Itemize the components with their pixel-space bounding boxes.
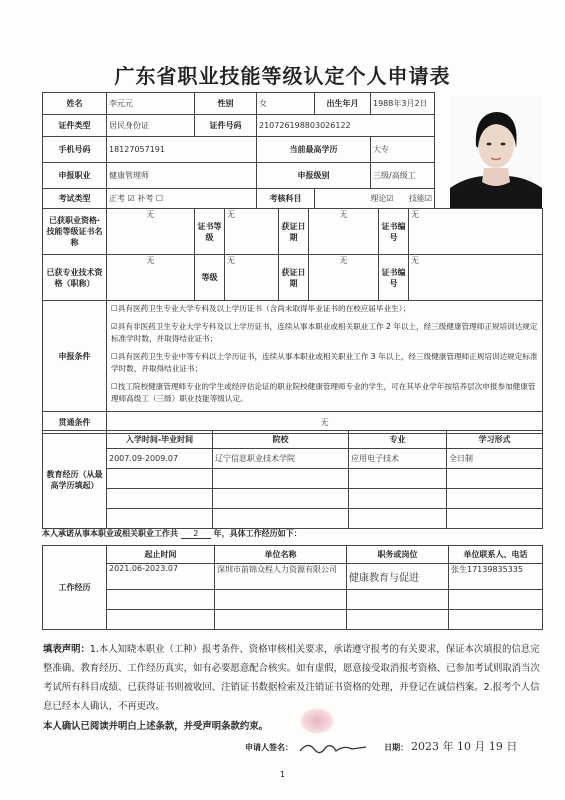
table-row (43, 489, 543, 509)
cert-prof-no[interactable]: 无 (409, 255, 543, 301)
edu-header-mode: 学习形式 (447, 431, 543, 449)
table-row (43, 590, 543, 610)
label-conditions: 申报条件 (43, 301, 107, 412)
id-no-value[interactable]: 210726198803026122 (257, 115, 435, 137)
cert-skill-date[interactable]: 无 (309, 209, 379, 255)
cert-prof-level[interactable]: 无 (225, 255, 279, 301)
work-header-position: 职务或岗位 (347, 546, 449, 564)
label-level: 申报级别 (257, 163, 371, 189)
through-value[interactable]: 无 (107, 412, 543, 434)
work-intro-post: 年，具体工作经历如下： (213, 529, 302, 538)
label-work: 工作经历 (43, 546, 107, 630)
birth-value[interactable]: 1988年3月2日 (371, 93, 435, 115)
edu-mode[interactable]: 全日制 (447, 449, 543, 469)
form-title: 广东省职业技能等级认定个人申请表 (114, 64, 451, 88)
declaration-head: 填表声明： (43, 644, 90, 655)
label-cert-level: 证书等级 (195, 209, 225, 255)
level-value[interactable]: 三级/高级工 (371, 163, 435, 189)
label-gender: 性别 (195, 93, 257, 115)
label-cert-skill: 已获职业资格·技能等级证书名称 (43, 209, 107, 255)
label-get-date-2: 获证日期 (279, 255, 309, 301)
edu-header-period: 入学时间-毕业时间 (107, 431, 213, 449)
label-education: 教育经历（从最高学历填起） (43, 431, 107, 529)
label-cert-prof: 已获专业技术资格（职称） (43, 255, 107, 301)
exam-skill-checkbox[interactable]: ☑ (424, 194, 432, 203)
signature-label: 申请人签名： (245, 743, 293, 752)
work-header-company: 单位名称 (215, 546, 347, 564)
occupation-value[interactable]: 健康管理师 (107, 163, 257, 189)
date-value[interactable]: 2023 年 10 月 19 日 (410, 740, 518, 753)
edu-header-school: 院校 (213, 431, 349, 449)
label-level2: 等级 (195, 255, 225, 301)
label-get-date: 获证日期 (279, 209, 309, 255)
exam-type-options (107, 189, 257, 209)
work-period[interactable]: 2021.06-2023.07 (107, 564, 215, 590)
label-id-no: 证件号码 (195, 115, 257, 137)
label-occupation: 申报职业 (43, 163, 107, 189)
gender-value[interactable]: 女 (257, 93, 315, 115)
table-row (43, 564, 543, 590)
work-intro (42, 528, 542, 539)
phone-value[interactable]: 18127057191 (107, 137, 257, 163)
name-value[interactable]: 李元元 (107, 93, 195, 115)
page-number: 1 (279, 770, 286, 779)
label-through: 贯通条件 (43, 412, 107, 434)
work-years-value[interactable]: 2 (181, 529, 211, 539)
label-id-type: 证件类型 (43, 115, 107, 137)
condition-item-3[interactable]: ☐具有医药卫生专业中等专科以上学历证书，连续从事本职业或相关职业工作 3 年以上，经三级健康管理师正规培训达规定标准学时数，并取得结业证书； (111, 352, 538, 373)
conditions-table (42, 300, 543, 434)
cert-skill-level[interactable]: 无 (225, 209, 279, 255)
table-row (43, 449, 543, 469)
condition-item-1[interactable]: ☐具有医药卫生专业大学专科及以上学历证书（含尚未取得毕业证书的在校应届毕业生）； (111, 304, 411, 313)
edu-header-major: 专业 (349, 431, 447, 449)
exam-theory-checkbox[interactable]: ☑ (386, 194, 394, 203)
label-exam-type: 考试类型 (43, 189, 107, 209)
work-header-period: 起止时间 (107, 546, 215, 564)
work-position[interactable]: 健康教育与促进 (347, 564, 449, 590)
cert-skill-name[interactable]: 无 (107, 209, 195, 255)
table-row (43, 469, 543, 489)
table-row (43, 610, 543, 630)
education-table (42, 430, 543, 529)
cert-prof-name[interactable]: 无 (107, 255, 195, 301)
signature-mark[interactable] (296, 741, 376, 755)
label-name: 姓名 (43, 93, 107, 115)
work-table (42, 545, 543, 630)
label-edu: 当前最高学历 (257, 137, 371, 163)
edu-value[interactable]: 大专 (371, 137, 435, 163)
declaration-confirm: 本人确认已阅读并明白上述条款，并受声明条款约束。 (43, 721, 269, 732)
cert-prof-date[interactable]: 无 (309, 255, 379, 301)
exam-skill-label: 技能 (408, 194, 425, 203)
signature-line (245, 738, 517, 755)
condition-item-4[interactable]: ☐技工院校健康管理师专业的学生或经评估论证的职业院校健康管理师专业的学生，可在其毕业学年按培养层次申报参加健康管理师高级工（三级）职业技能等级认定。 (111, 382, 536, 403)
declaration-text: 1.本人知晓本职业（工种）报考条件、资格审核相关要求，承诺遵守报考的有关要求，保证本次填报的信息完整准确、教育经历、工作经历真实，如有必要愿意配合核实。如有虚假，愿意接受取消报考资格、已参加考试则取消当次考试所有科目成绩、已获得证书则被收回、注销证书数据检索及注销证书资格的处理，并登记在诚信档案。2.报考个人信息已经本人确认，不再更改。 (43, 644, 540, 712)
label-cert-no: 证书编号 (379, 209, 409, 255)
edu-period[interactable]: 2007.09-2009.07 (107, 449, 213, 469)
certificate-table (42, 208, 543, 301)
edu-school[interactable]: 辽宁信息职业技术学院 (213, 449, 349, 469)
exam-regular-checkbox[interactable]: ☑ (127, 194, 135, 203)
label-cert-no-2: 证书编号 (379, 255, 409, 301)
table-row (43, 509, 543, 529)
id-type-value[interactable]: 居民身份证 (107, 115, 195, 137)
declaration (43, 640, 543, 716)
exam-theory-label: 理论 (370, 194, 387, 203)
work-contact[interactable]: 张生17139835335 (449, 564, 543, 590)
cert-skill-no[interactable]: 无 (409, 209, 543, 255)
exam-regular-label: 正考 (109, 194, 125, 203)
fingerprint-mark (300, 708, 334, 734)
work-intro-pre: 本人承诺从事本职业或相关职业工作共 (42, 529, 178, 538)
conditions-list (107, 301, 543, 412)
work-company[interactable]: 深圳市前锦众程人力资源有限公司 (215, 564, 347, 590)
exam-makeup-label: 补考 (137, 194, 154, 203)
label-exam-subject: 考核科目 (257, 189, 315, 209)
label-birth: 出生年月 (315, 93, 371, 115)
work-header-contact: 单位联系人、电话 (449, 546, 543, 564)
edu-major[interactable]: 应用电子技术 (349, 449, 447, 469)
date-label: 日期： (384, 743, 409, 752)
condition-item-2[interactable]: ☑具有非医药卫生专业大学专科及以上学历证书，连续从事本职业或相关职业工作 2 年以上，经三级健康管理师正规培训达规定标准学时数，并取得结业证书； (111, 322, 538, 343)
label-phone: 手机号码 (43, 137, 107, 163)
applicant-photo (450, 96, 542, 208)
exam-makeup-checkbox[interactable]: ☐ (155, 194, 163, 203)
exam-subject-options (315, 189, 435, 209)
